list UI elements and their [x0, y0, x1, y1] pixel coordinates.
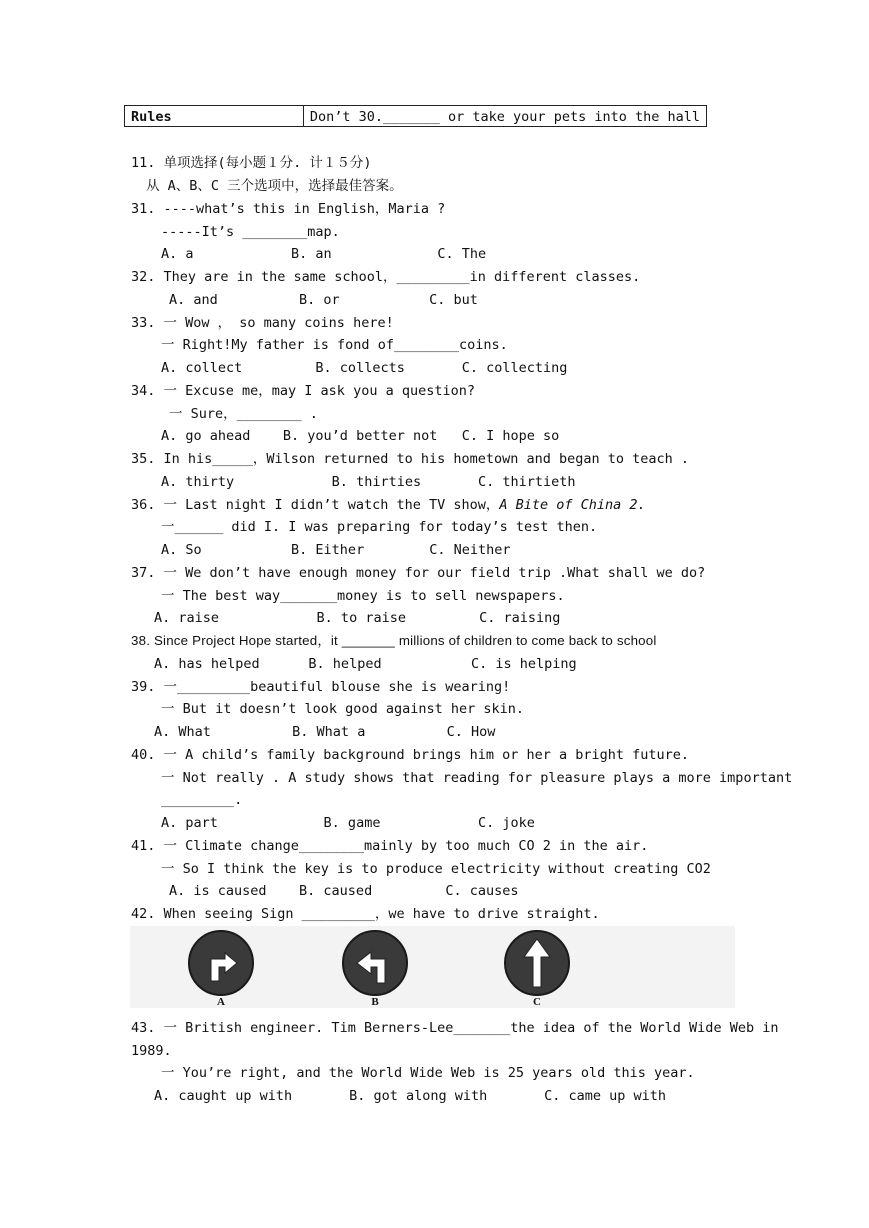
question-41-reply: 一 So I think the key is to produce electricity without creating CO2: [161, 861, 711, 877]
section-heading: 11. 单项选择(每小题１分. 计１５分): [131, 155, 372, 171]
question-31-options: A. a B. an C. The: [161, 246, 487, 262]
turn-left-arrow-icon: [341, 929, 409, 997]
rules-label: Rules: [125, 106, 304, 126]
sign-c-label: C: [533, 996, 541, 1008]
question-43-options: A. caught up with B. got along with C. came up with: [154, 1088, 667, 1104]
question-35-stem: 35. In his_____，Wilson returned to his hometown and began to teach .: [131, 451, 690, 467]
question-33-reply: 一 Right!My father is fond of________coins.: [161, 337, 508, 353]
sign-a: [186, 929, 256, 1007]
question-37-stem: 37. 一 We don’t have enough money for our field trip .What shall we do?: [131, 565, 706, 581]
question-39-reply: 一 But it doesn’t look good against her skin.: [161, 701, 524, 717]
turn-right-arrow-icon: [187, 929, 255, 997]
question-34-options: A. go ahead B. you’d better not C. I hope so: [161, 428, 560, 444]
question-41-stem: 41. 一 Climate change________mainly by too much CO 2 in the air.: [131, 838, 649, 854]
question-38-options: A. has helped B. helped C. is helping: [154, 656, 577, 672]
question-37-reply: 一 The best way_______money is to sell newspapers.: [161, 588, 565, 604]
question-36-text: 36. 一 Last night I didn’t watch the TV show，: [131, 497, 500, 513]
question-32-stem: 32. They are in the same school，_________in different classes.: [131, 269, 641, 285]
question-34-stem: 34. 一 Excuse me，may I ask you a question?: [131, 383, 475, 399]
question-42-stem: 42. When seeing Sign _________，we have to drive straight.: [131, 906, 600, 922]
question-36-options: A. So B. Either C. Neither: [161, 542, 511, 558]
question-40-reply: 一 Not really . A study shows that reading for pleasure plays a more important: [161, 770, 793, 786]
sign-b-label: B: [371, 996, 379, 1008]
sign-a-label: A: [217, 996, 225, 1008]
sign-c: [502, 929, 572, 1007]
section-instruction: 从 A、B、C 三个选项中，选择最佳答案。: [146, 178, 403, 194]
question-31-reply: -----It’s ________map.: [161, 224, 340, 240]
question-40-reply-cont: _________.: [161, 792, 243, 808]
question-43-reply: 一 You’re right, and the World Wide Web is 25 years old this year.: [161, 1065, 695, 1081]
straight-up-arrow-icon: [503, 929, 571, 997]
question-36-show-title: A Bite of China 2.: [499, 497, 646, 513]
question-35-options: A. thirty B. thirties C. thirtieth: [161, 474, 576, 490]
question-39-options: A. What B. What a C. How: [154, 724, 496, 740]
question-36-stem: [131, 496, 646, 514]
question-32-options: A. and B. or C. but: [169, 292, 478, 308]
rules-table-row: [124, 105, 707, 127]
rules-text: Don’t 30._______ or take your pets into the hall: [309, 109, 700, 125]
question-39-stem: 39. 一_________beautiful blouse she is wearing!: [131, 679, 511, 695]
question-43-stem-cont: 1989.: [131, 1043, 172, 1059]
question-38-stem: 38. Since Project Hope started，it _______ millions of children to come back to school: [131, 633, 657, 648]
question-41-options: A. is caused B. caused C. causes: [169, 883, 519, 899]
question-33-options: A. collect B. collects C. collecting: [161, 360, 568, 376]
question-37-options: A. raise B. to raise C. raising: [154, 610, 561, 626]
question-33-stem: 33. 一 Wow ， so many coins here!: [131, 315, 394, 331]
traffic-signs-figure: [130, 926, 735, 1008]
question-40-options: A. part B. game C. joke: [161, 815, 535, 831]
question-43-stem: 43. 一 British engineer. Tim Berners-Lee_______the idea of the World Wide Web in: [131, 1020, 779, 1036]
question-34-reply: 一 Sure，________ .: [169, 406, 318, 422]
question-40-stem: 40. 一 A child’s family background brings him or her a bright future.: [131, 747, 690, 763]
sign-b: [340, 929, 410, 1007]
question-31-stem: 31. ----what’s this in English，Maria ?: [131, 201, 446, 217]
question-36-reply: 一______ did I. I was preparing for today’s test then.: [161, 519, 598, 535]
